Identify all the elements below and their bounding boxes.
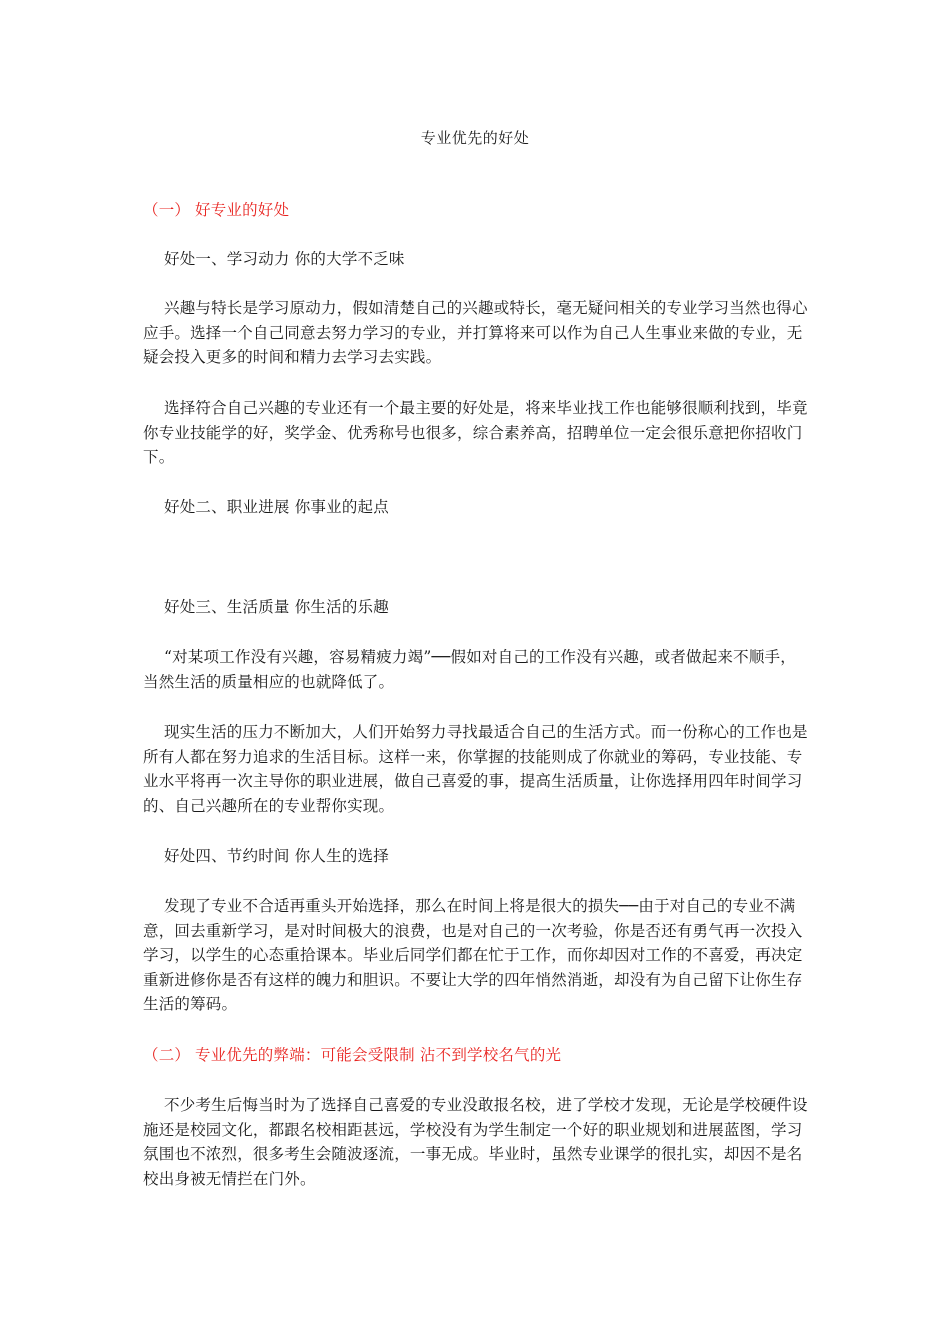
paragraph-5: 发现了专业不合适再重头开始选择，那么在时间上将是很大的损失──由于对自己的专业不满意，回去重新学习，是对时间极大的浪费，也是对自己的一次考验，你是否还有勇气再一次投入学习，以学生的心态重拾课本。毕业后同学们都在忙于工作，而你却因对工作的不喜爱，再决定重新进修你是否有这样的魄力和胆识。不要让大学的四年悄然消逝，却没有为自己留下让你生存生活的筹码。	[143, 897, 803, 1013]
section-title: 专业优先的弊端：可能会受限制 沾不到学校名气的光	[195, 1046, 562, 1064]
benefit-item-3: 好处三、生活质量 你生活的乐趣	[164, 598, 389, 616]
paragraph-6: 不少考生后悔当时为了选择自己喜爱的专业没敢报名校，进了学校才发现，无论是学校硬件设施还是校园文化，都跟名校相距甚远，学校没有为学生制定一个好的职业规划和进展蓝图，学习氛围也不浓烈，很多考生会随波逐流，一事无成。毕业时，虽然专业课学的很扎实，却因不是名校出身被无情拦在门外。	[143, 1096, 808, 1188]
section-heading-1	[143, 198, 808, 223]
benefit-item-4: 好处四、节约时间 你人生的选择	[164, 847, 389, 865]
section-heading-2	[143, 1043, 808, 1068]
paragraph-1: 兴趣与特长是学习原动力，假如清楚自己的兴趣或特长，毫无疑问相关的专业学习当然也得心应手。选择一个自己同意去努力学习的专业，并打算将来可以作为自己人生事业来做的专业，无疑会投入更多的时间和精力去学习去实践。	[143, 299, 808, 366]
paragraph-2: 选择符合自己兴趣的专业还有一个最主要的好处是，将来毕业找工作也能够很顺利找到，毕竟你专业技能学的好，奖学金、优秀称号也很多，综合素养高，招聘单位一定会很乐意把你招收门下。	[143, 399, 808, 466]
benefit-item-1: 好处一、学习动力 你的大学不乏味	[164, 250, 405, 268]
section-number: （二）	[143, 1046, 191, 1064]
section-title: 好专业的好处	[195, 201, 290, 219]
paragraph-3: “对某项工作没有兴趣，容易精疲力竭”──假如对自己的工作没有兴趣，或者做起来不顺手，当然生活的质量相应的也就降低了。	[143, 648, 796, 691]
paragraph-4: 现实生活的压力不断加大，人们开始努力寻找最适合自己的生活方式。而一份称心的工作也是所有人都在努力追求的生活目标。这样一来，你掌握的技能则成了你就业的筹码，专业技能、专业水平将再一次主导你的职业进展，做自己喜爱的事，提高生活质量，让你选择用四年时间学习的、自己兴趣所在的专业帮你实现。	[143, 723, 808, 815]
document-title: 专业优先的好处	[420, 129, 530, 147]
section-number: （一）	[143, 201, 191, 219]
benefit-item-2: 好处二、职业进展 你事业的起点	[164, 498, 389, 516]
